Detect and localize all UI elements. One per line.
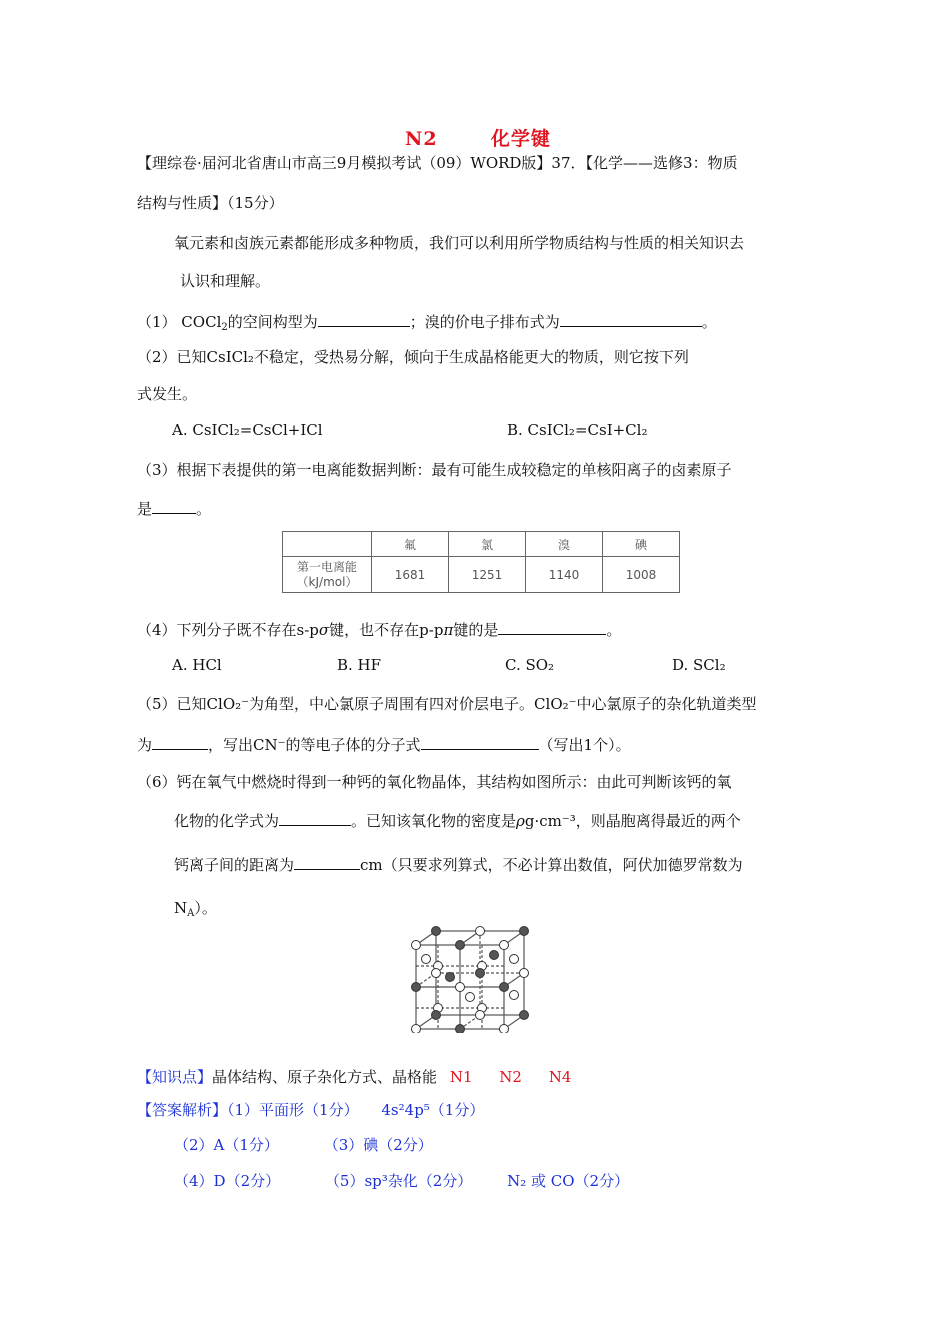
table-cell: 1008 (603, 557, 680, 593)
q1-sub: 2 (221, 322, 228, 333)
q1-text-d: 。 (701, 313, 717, 331)
question-2-line-2: 式发生。 (137, 385, 198, 403)
question-4 (137, 619, 621, 640)
answer-5: （5）sp³杂化（2分） (324, 1172, 473, 1190)
q1-text-a: （1） COCl (137, 313, 222, 331)
knowledge-points (137, 1066, 571, 1087)
intro-line-1: 氧元素和卤族元素都能形成多种物质，我们可以利用所学物质结构与性质的相关知识去 (174, 234, 745, 252)
q6-text-c: g·cm⁻³，则晶胞离得最近的两个 (524, 812, 741, 830)
row-header-label: 第一电离能 (296, 559, 357, 574)
q4-text-b: 键，也不存在p-p (329, 621, 444, 639)
question-6-line-2 (174, 810, 741, 831)
q6-text-d: 钙离子间的距离为 (174, 856, 295, 874)
table-col-header: 氯 (449, 532, 526, 557)
question-4-option-c: C. SO₂ (505, 656, 555, 674)
answer-2: （2）A（1分） (174, 1136, 279, 1154)
question-3-line-1: （3）根据下表提供的第一电离能数据判断：最有可能生成较稳定的单核阳离子的卤素原子 (137, 461, 732, 479)
pi-symbol: π (443, 621, 454, 639)
source-line-2: 结构与性质】（15分） (137, 194, 284, 212)
answer-blank[interactable] (152, 499, 196, 514)
table-corner-cell (283, 532, 372, 557)
q3-text-a: 是 (137, 500, 153, 518)
question-6-line-3 (174, 854, 743, 875)
question-5-line-2 (137, 734, 631, 755)
title-code: N2 (405, 128, 438, 150)
table-cell: 1251 (449, 557, 526, 593)
avogadro-sub: A (187, 908, 195, 919)
question-1 (137, 311, 717, 332)
question-6-line-4 (174, 897, 217, 918)
question-2-option-b: B. CsICl₂=CsI+Cl₂ (507, 421, 648, 439)
q6-text-a: 化物的化学式为 (174, 812, 280, 830)
table-header-row (283, 532, 680, 557)
question-4-option-b: B. HF (337, 656, 382, 674)
rho-symbol: ρ (516, 812, 525, 830)
answer-blank[interactable] (560, 312, 702, 327)
question-4-option-d: D. SCl₂ (672, 656, 726, 674)
answer-blank[interactable] (152, 735, 208, 750)
row-header-unit: （kJ/mol） (296, 574, 358, 589)
answer-blank[interactable] (318, 312, 410, 327)
page-title (405, 124, 551, 151)
q6-text-f: ）。 (194, 899, 217, 917)
knowledge-code: N1 (449, 1068, 473, 1086)
knowledge-code: N2 (499, 1068, 522, 1086)
table-col-header: 溴 (526, 532, 603, 557)
question-6-line-1: （6）钙在氧气中燃烧时得到一种钙的氧化物晶体，其结构如图所示：由此可判断该钙的氧 (137, 773, 732, 791)
knowledge-code: N4 (548, 1068, 572, 1086)
answer-1: （1）平面形（1分） (227, 1101, 359, 1119)
answer-5b: N₂ 或 CO（2分） (507, 1172, 630, 1190)
table-row-header (283, 557, 372, 593)
answer-line-3 (174, 1170, 629, 1191)
table-col-header: 碘 (603, 532, 680, 557)
knowledge-label: 【知识点】 (137, 1068, 213, 1086)
answer-blank[interactable] (421, 735, 539, 750)
crystal-structure-figure (410, 925, 530, 1033)
question-2-line-1: （2）已知CsICl₂不稳定，受热易分解，倾向于生成晶格能更大的物质，则它按下列 (137, 348, 689, 366)
q5-text-b: ，写出CN⁻的等电子体的分子式 (208, 736, 421, 754)
answer-1b: 4s²4p⁵（1分） (381, 1101, 485, 1119)
answer-blank[interactable] (279, 811, 351, 826)
question-5-line-1: （5）已知ClO₂⁻为角型，中心氯原子周围有四对价层电子。ClO₂⁻中心氯原子的杂化轨道类型 (137, 695, 757, 713)
sigma-symbol: σ (318, 621, 330, 639)
question-4-option-a: A. HCl (172, 656, 222, 674)
q4-text-c: 键的是 (453, 621, 499, 639)
q5-text-c: （写出1个）。 (538, 736, 631, 754)
q6-text-e: cm（只要求列算式，不必计算出数值，阿伏加德罗常数为 (360, 856, 743, 874)
question-2-option-a: A. CsICl₂=CsCl+ICl (172, 421, 323, 439)
answer-3: （3）碘（2分） (323, 1136, 433, 1154)
avogadro-symbol: N (174, 899, 188, 917)
intro-line-2: 认识和理解。 (180, 272, 271, 290)
q5-text-a: 为 (137, 736, 153, 754)
answer-line-1 (137, 1099, 484, 1120)
q6-text-b: 。已知该氧化物的密度是 (351, 812, 517, 830)
table-cell: 1140 (526, 557, 603, 593)
title-name: 化学键 (490, 128, 551, 150)
knowledge-text: 晶体结构、原子杂化方式、晶格能 (212, 1068, 438, 1086)
q4-text-d: 。 (606, 621, 622, 639)
answer-blank[interactable] (498, 620, 606, 635)
table-cell: 1681 (372, 557, 449, 593)
ionization-energy-table (282, 531, 680, 593)
source-line-1: 【理综卷·届河北省唐山市高三9月模拟考试（09）WORD版】37．【化学——选修3：物质 (137, 154, 738, 172)
answer-4: （4）D（2分） (174, 1172, 281, 1190)
table-col-header: 氟 (372, 532, 449, 557)
table-row (283, 557, 680, 593)
q1-text-c: ；溴的价电子排布式为 (409, 313, 560, 331)
answer-label: 【答案解析】 (137, 1101, 228, 1119)
question-3-line-2 (137, 498, 211, 519)
q4-text-a: （4）下列分子既不存在s-p (137, 621, 319, 639)
q1-text-b: 的空间构型为 (227, 313, 318, 331)
answer-blank[interactable] (294, 855, 360, 870)
q3-text-b: 。 (196, 500, 212, 518)
answer-line-2 (174, 1134, 433, 1155)
